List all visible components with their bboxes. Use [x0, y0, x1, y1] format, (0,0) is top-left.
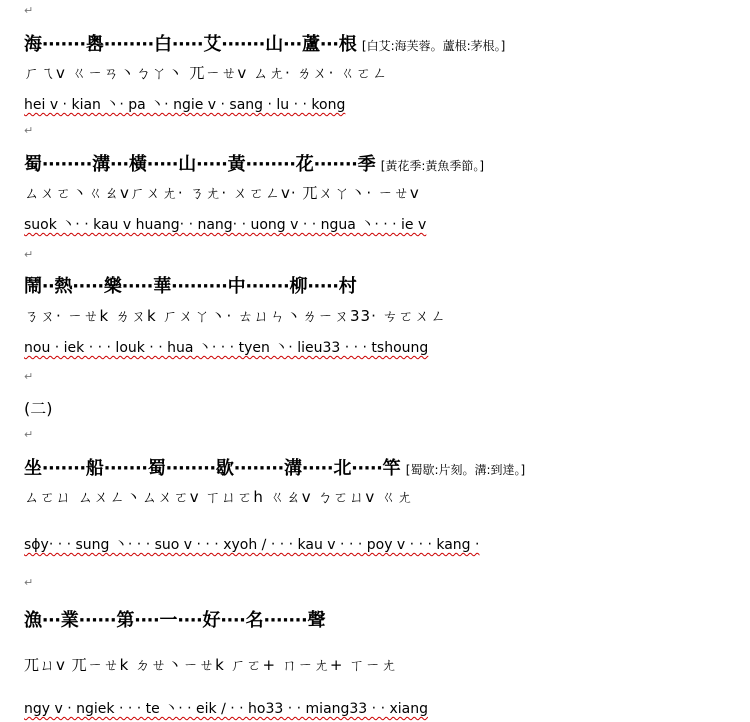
stanza-5-romanization: ngy v ‧ ngiek ‧ ‧ ‧ te 丶‧ ‧ eik ∕ ‧ ‧ ho33 ‧ ‧ miang33 ‧ ‧ xiang — [24, 701, 428, 717]
stanza-4-note: [蜀歇:片刻。溝:到達。] — [405, 463, 526, 477]
paragraph-mark: ↵ — [24, 428, 34, 441]
stanza-1-han: 海‧‧‧‧‧‧‧嶴‧‧‧‧‧‧‧‧白‧‧‧‧‧艾‧‧‧‧‧‧‧山‧‧‧蘆‧‧‧根 — [24, 34, 357, 55]
stanza-4-bopomofo: ㄙㄛㄩ ㄙㄨㄥ丶ㄙㄨㄛv ㄒㄩㄛh ㄍㄠv ㄅㄛㄩv ㄍㄤ — [24, 488, 413, 506]
paragraph-mark: ↵ — [24, 370, 34, 383]
stanza-5-han: 漁‧‧‧業‧‧‧‧‧‧第‧‧‧‧一‧‧‧‧好‧‧‧‧名‧‧‧‧‧‧‧聲 — [24, 610, 326, 631]
stanza-3-romanization: nou ‧ iek ‧ ‧ ‧ louk ‧ ‧ hua 丶‧ ‧ ‧ tyen 丶‧ lieu33 ‧ ‧ ‧ tshoung — [24, 340, 429, 356]
stanza-2-han: 蜀‧‧‧‧‧‧‧‧溝‧‧‧橫‧‧‧‧‧山‧‧‧‧‧黃‧‧‧‧‧‧‧‧花‧‧‧‧‧‧‧季 — [24, 154, 376, 175]
stanza-1-han-line — [24, 30, 746, 56]
stanza-2-bopomofo: ㄙㄨㄛ丶ㄍㄠvㄏㄨㄤ‧ ㄋㄤ‧ ㄨㄛㄥv‧ ㄫㄨㄚ丶‧ ㄧㄝv — [24, 184, 420, 202]
stanza-2-romanization: suok 丶‧ ‧ kau v huang‧ ‧ nang‧ ‧ uong v ‧ ‧ ngua 丶‧ ‧ ‧ ie v — [24, 217, 427, 233]
stanza-5-han-line — [24, 606, 746, 632]
stanza-4-han-line — [24, 454, 746, 480]
stanza-2-han-line — [24, 150, 746, 176]
stanza-2-note: [黃花季:黃魚季節。] — [380, 159, 485, 173]
stanza-4-romanization: sɸy‧ ‧ ‧ sung 丶‧ ‧ ‧ suo v ‧ ‧ ‧ xyoh ∕ ‧ ‧ ‧ kau v ‧ ‧ ‧ poy v ‧ ‧ ‧ kang ‧ — [24, 537, 480, 553]
paragraph-mark: ↵ — [24, 124, 34, 137]
stanza-1-bopomofo: ㄏㄟv ㄍㄧㄢ丶ㄅㄚ丶 ㄫㄧㄝv ㄙㄤ‧ ㄌㄨ‧ ㄍㄛㄥ — [24, 64, 389, 82]
stanza-1-romanization: hei v ‧ kian 丶‧ pa 丶‧ ngie v ‧ sang ‧ lu ‧ ‧ kong — [24, 97, 346, 113]
stanza-3-bopomofo: ㄋㄡ‧ ㄧㄝk ㄌㄡk ㄏㄨㄚ丶‧ ㄊㄩㄣ丶ㄌㄧㄡ33‧ ㄘㄛㄨㄥ — [24, 307, 447, 325]
stanza-5-bopomofo: ㄫㄩv ㄫㄧㄝk ㄉㄝ丶ㄧㄝk ㄏㄛ+ ㄇㄧㄤ+ ㄒㄧㄤ — [24, 656, 398, 674]
paragraph-mark: ↵ — [24, 4, 34, 17]
stanza-4-han: 坐‧‧‧‧‧‧‧船‧‧‧‧‧‧‧蜀‧‧‧‧‧‧‧‧歇‧‧‧‧‧‧‧‧溝‧‧‧‧‧北‧‧‧‧‧竿 — [24, 458, 401, 479]
stanza-1-note: [白艾:海芙蓉。蘆根:茅根。] — [361, 39, 506, 53]
section-label: (二) — [24, 399, 53, 418]
paragraph-mark: ↵ — [24, 576, 34, 589]
paragraph-mark: ↵ — [24, 248, 34, 261]
stanza-3-han-line — [24, 272, 746, 298]
stanza-3-han: 鬧‧‧熱‧‧‧‧‧樂‧‧‧‧‧華‧‧‧‧‧‧‧‧‧中‧‧‧‧‧‧‧柳‧‧‧‧‧村 — [24, 276, 357, 297]
